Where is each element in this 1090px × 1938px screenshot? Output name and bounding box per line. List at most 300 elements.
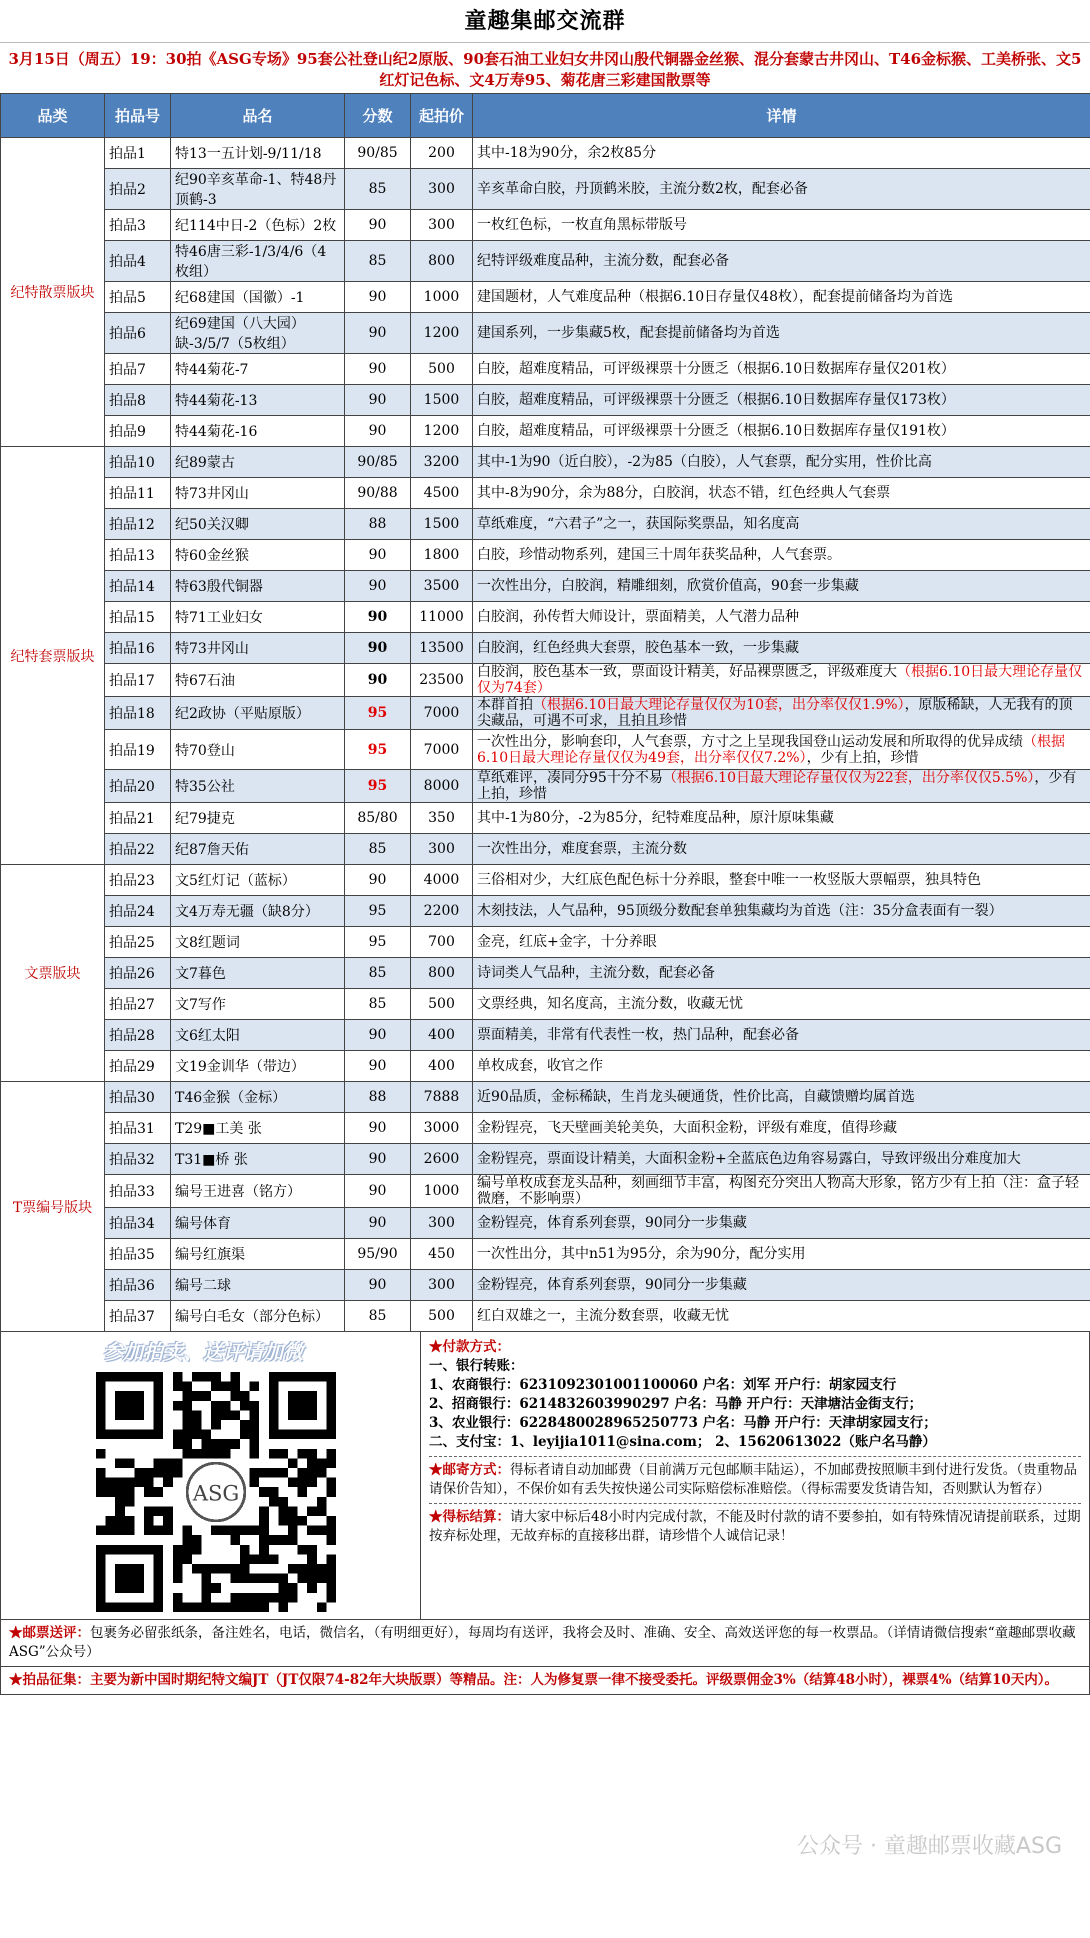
lot-detail <box>473 602 1090 633</box>
lot-name: 纪114中日-2（色标）2枚 <box>171 210 345 241</box>
shipping-title: ★邮寄方式： <box>429 1462 510 1478</box>
header-name: 品名 <box>171 94 345 138</box>
lot-score: 85 <box>345 169 411 210</box>
lot-score: 95 <box>345 697 411 730</box>
detail-text: 一枚红色标，一枚直角黑标带版号 <box>477 217 687 233</box>
lot-detail <box>473 803 1090 834</box>
lot-detail <box>473 385 1090 416</box>
table-row <box>1 896 1090 927</box>
lot-detail <box>473 834 1090 865</box>
lot-name: 编号二球 <box>171 1270 345 1301</box>
solicit-info <box>0 1667 1090 1695</box>
lot-name: T31■桥 张 <box>171 1144 345 1175</box>
table-row <box>1 1051 1090 1082</box>
lot-number: 拍品30 <box>105 1082 171 1113</box>
lot-start-price: 450 <box>411 1239 473 1270</box>
table-row <box>1 697 1090 730</box>
lot-start-price: 300 <box>411 210 473 241</box>
table-row <box>1 313 1090 354</box>
header-category: 品类 <box>1 94 105 138</box>
lot-name: 特73井冈山 <box>171 478 345 509</box>
lot-start-price: 1500 <box>411 385 473 416</box>
lot-number: 拍品33 <box>105 1175 171 1208</box>
payment-title: ★付款方式： <box>429 1339 510 1355</box>
lot-score: 85 <box>345 958 411 989</box>
detail-text: 金亮，红底+金字，十分养眼 <box>477 934 657 950</box>
lot-number: 拍品19 <box>105 730 171 770</box>
solicit-text: 主要为新中国时期纪特文编JT（JT仅限74-82年大块版票）等精品。注：人为修复票一律不接受委托。评级票佣金3%（结算48小时），裸票4%（结算10天内）。 <box>90 1672 1059 1688</box>
lot-name: 特44菊花-16 <box>171 416 345 447</box>
lot-number: 拍品16 <box>105 633 171 664</box>
lot-number: 拍品10 <box>105 447 171 478</box>
grading-info <box>0 1620 1090 1667</box>
lot-score: 90 <box>345 1020 411 1051</box>
lot-number: 拍品29 <box>105 1051 171 1082</box>
detail-text: 草纸难评，凑同分95十分不易 <box>477 770 663 786</box>
lot-detail <box>473 958 1090 989</box>
lot-name: 编号红旗渠 <box>171 1239 345 1270</box>
lot-number: 拍品9 <box>105 416 171 447</box>
lot-detail <box>473 1051 1090 1082</box>
lot-name: 特71工业妇女 <box>171 602 345 633</box>
detail-text: 辛亥革命白胶，丹顶鹤米胶，主流分数2枚，配套必备 <box>477 181 808 197</box>
lot-score: 90 <box>345 1051 411 1082</box>
lot-detail <box>473 416 1090 447</box>
lot-detail <box>473 447 1090 478</box>
detail-text: 其中-1为80分，-2为85分，纪特难度品种，原汁原味集藏 <box>477 810 834 826</box>
detail-tail: ，少有上拍，珍惜 <box>806 749 919 766</box>
lot-score: 90 <box>345 1175 411 1208</box>
lot-number: 拍品23 <box>105 865 171 896</box>
lot-detail <box>473 989 1090 1020</box>
lot-detail <box>473 571 1090 602</box>
lot-start-price: 3000 <box>411 1113 473 1144</box>
lot-detail <box>473 1270 1090 1301</box>
lot-start-price: 300 <box>411 1208 473 1239</box>
lot-score: 90/88 <box>345 478 411 509</box>
lot-start-price: 1500 <box>411 509 473 540</box>
table-row <box>1 1020 1090 1051</box>
lot-number: 拍品11 <box>105 478 171 509</box>
table-row <box>1 241 1090 282</box>
lot-score: 95 <box>345 770 411 803</box>
lot-detail <box>473 1113 1090 1144</box>
lot-start-price: 800 <box>411 241 473 282</box>
lot-score: 95 <box>345 730 411 770</box>
lot-number: 拍品2 <box>105 169 171 210</box>
grading-text: 包裹务必留张纸条，备注姓名，电话，微信名，（有明细更好），每周均有送评，我将会及时、准确、安全、高效送评您的每一枚票品。（详情请微信搜索“童趣邮票收藏ASG”公众号） <box>9 1625 1076 1660</box>
svg-text:ASG: ASG <box>192 1480 240 1506</box>
category-cell: 纪特套票版块 <box>1 447 105 865</box>
lot-start-price: 350 <box>411 803 473 834</box>
lot-start-price: 8000 <box>411 770 473 803</box>
detail-text: 一次性出分，白胶润，精雕细刻，欣赏价值高，90套一步集藏 <box>477 578 859 594</box>
lot-name: T29■工美 张 <box>171 1113 345 1144</box>
lot-start-price: 13500 <box>411 633 473 664</box>
lot-start-price: 300 <box>411 169 473 210</box>
bank-line-2: 2、招商银行：6214832603990297 户名：马静 开户行：天津塘沽金街支行； <box>429 1396 923 1412</box>
lot-number: 拍品4 <box>105 241 171 282</box>
lot-start-price: 7888 <box>411 1082 473 1113</box>
table-row <box>1 1175 1090 1208</box>
detail-text: 票面精美，非常有代表性一枚，热门品种，配套必备 <box>477 1027 799 1043</box>
lot-name: T46金猴（金标） <box>171 1082 345 1113</box>
lot-name: 文5红灯记（蓝标） <box>171 865 345 896</box>
table-row <box>1 633 1090 664</box>
lot-score: 90 <box>345 571 411 602</box>
lot-start-price: 1000 <box>411 282 473 313</box>
table-row <box>1 958 1090 989</box>
shipping-info <box>429 1461 1081 1499</box>
lot-start-price: 3200 <box>411 447 473 478</box>
lot-score: 90 <box>345 385 411 416</box>
category-cell: 纪特散票版块 <box>1 138 105 447</box>
lot-number: 拍品1 <box>105 138 171 169</box>
lot-score: 90 <box>345 282 411 313</box>
bank-title: 一、银行转账： <box>429 1358 524 1374</box>
lot-score: 90/85 <box>345 138 411 169</box>
detail-highlight: （根据6.10日最大理论存量仅仅为10套，出分率仅仅1.9%） <box>533 697 905 713</box>
lot-detail <box>473 313 1090 354</box>
detail-text: 金粉锃亮，票面设计精美，大面积金粉+全蓝底色边角容易露白，导致评级出分难度加大 <box>477 1151 1021 1167</box>
lot-number: 拍品18 <box>105 697 171 730</box>
header-start-price: 起拍价 <box>411 94 473 138</box>
header-detail: 详情 <box>473 94 1090 138</box>
detail-text: 白胶，超难度精品，可评级裸票十分匮乏（根据6.10日数据库存量仅173枚） <box>477 392 955 408</box>
lot-name: 特44菊花-13 <box>171 385 345 416</box>
lot-detail <box>473 1144 1090 1175</box>
lot-detail <box>473 138 1090 169</box>
lot-detail <box>473 865 1090 896</box>
lot-score: 90 <box>345 602 411 633</box>
lot-score: 88 <box>345 509 411 540</box>
lot-score: 90 <box>345 1144 411 1175</box>
lot-number: 拍品37 <box>105 1301 171 1332</box>
lot-detail <box>473 1175 1090 1208</box>
table-row <box>1 210 1090 241</box>
lot-start-price: 1200 <box>411 416 473 447</box>
table-header-row <box>1 94 1090 138</box>
table-row <box>1 770 1090 803</box>
table-row <box>1 447 1090 478</box>
table-row <box>1 1144 1090 1175</box>
detail-text: 建国题材，人气难度品种（根据6.10日存量仅48枚），配套提前储备均为首选 <box>477 289 953 305</box>
table-row <box>1 540 1090 571</box>
lot-name: 纪2政协（平贴原版） <box>171 697 345 730</box>
lot-start-price: 2600 <box>411 1144 473 1175</box>
settlement-info <box>429 1508 1081 1546</box>
lot-score: 90 <box>345 865 411 896</box>
detail-text: 三俗相对少，大红底色配色标十分养眼，整套中唯一一枚竖版大票幅票，独具特色 <box>477 872 981 888</box>
lot-score: 90 <box>345 540 411 571</box>
header-score: 分数 <box>345 94 411 138</box>
lot-detail <box>473 927 1090 958</box>
shipping-text: 得标者请自动加邮费（目前满万元包邮顺丰陆运），不加邮费按照顺丰到付进行发货。（贵重物品请保价告知），不保价如有丢失按快递公司实际赔偿标准赔偿。（得标需要发货请告知，否则默认为暂存） <box>429 1462 1077 1497</box>
category-cell: T票编号版块 <box>1 1082 105 1332</box>
detail-text: 其中-18为90分，余2枚85分 <box>477 145 657 161</box>
lot-detail <box>473 509 1090 540</box>
lot-start-price: 500 <box>411 1301 473 1332</box>
lot-start-price: 300 <box>411 1270 473 1301</box>
lot-name: 特67石油 <box>171 664 345 697</box>
detail-text: 金粉锃亮，体育系列套票，90同分一步集藏 <box>477 1215 747 1231</box>
lot-number: 拍品7 <box>105 354 171 385</box>
lot-score: 85 <box>345 1301 411 1332</box>
lot-name: 编号白毛女（部分色标） <box>171 1301 345 1332</box>
lot-name: 特63殷代铜器 <box>171 571 345 602</box>
lot-score: 85/80 <box>345 803 411 834</box>
lot-start-price: 200 <box>411 138 473 169</box>
detail-text: 纪特评级难度品种，主流分数，配套必备 <box>477 253 729 269</box>
table-row <box>1 138 1090 169</box>
lot-score: 95 <box>345 927 411 958</box>
lot-detail <box>473 169 1090 210</box>
table-row <box>1 664 1090 697</box>
info-section <box>0 1332 1090 1620</box>
lot-name: 特60金丝猴 <box>171 540 345 571</box>
table-row <box>1 730 1090 770</box>
lot-number: 拍品28 <box>105 1020 171 1051</box>
lot-start-price: 300 <box>411 834 473 865</box>
lot-name: 特46唐三彩-1/3/4/6（4枚组） <box>171 241 345 282</box>
detail-text: 红白双雄之一，主流分数套票，收藏无忧 <box>477 1308 729 1324</box>
detail-text: 白胶润，红色经典大套票，胶色基本一致，一步集藏 <box>477 640 799 656</box>
lot-start-price: 2200 <box>411 896 473 927</box>
lot-detail <box>473 770 1090 803</box>
lot-name: 编号体育 <box>171 1208 345 1239</box>
lot-start-price: 1200 <box>411 313 473 354</box>
lot-number: 拍品31 <box>105 1113 171 1144</box>
solicit-title: ★拍品征集： <box>9 1672 90 1688</box>
lot-name: 特70登山 <box>171 730 345 770</box>
lot-start-price: 1800 <box>411 540 473 571</box>
settlement-text: 请大家中标后48小时内完成付款，不能及时付款的请不要参拍，如有特殊情况请提前联系，过期按弃标处理，无故弃标的直接移出群，请珍惜个人诚信记录！ <box>429 1509 1081 1544</box>
table-row <box>1 803 1090 834</box>
lot-score: 90 <box>345 354 411 385</box>
detail-text: 文票经典，知名度高，主流分数，收藏无忧 <box>477 996 743 1012</box>
lot-number: 拍品6 <box>105 313 171 354</box>
lot-start-price: 23500 <box>411 664 473 697</box>
lot-detail <box>473 664 1090 697</box>
lot-start-price: 11000 <box>411 602 473 633</box>
table-row <box>1 1270 1090 1301</box>
detail-text: 草纸难度，“六君子”之一，获国际奖票品，知名度高 <box>477 516 800 532</box>
detail-text: 其中-1为90（近白胶），-2为85（白胶），人气套票，配分实用，性价比高 <box>477 454 932 470</box>
lot-detail <box>473 241 1090 282</box>
lot-number: 拍品24 <box>105 896 171 927</box>
lot-start-price: 4500 <box>411 478 473 509</box>
payment-panel <box>421 1332 1089 1619</box>
table-row <box>1 834 1090 865</box>
lot-score: 85 <box>345 241 411 282</box>
lot-number: 拍品3 <box>105 210 171 241</box>
table-row <box>1 354 1090 385</box>
alipay-line: 二、支付宝：1、leyijia1011@sina.com； 2、15620613022（账户名马静） <box>429 1434 936 1450</box>
table-row <box>1 865 1090 896</box>
table-row <box>1 1208 1090 1239</box>
qr-banner: 参加拍卖、送评请加微 <box>103 1340 303 1364</box>
table-row <box>1 1113 1090 1144</box>
lot-number: 拍品21 <box>105 803 171 834</box>
watermark: 公众号 · 童趣邮票收藏ASG <box>796 1834 1062 1859</box>
detail-text: 白胶润，胶色基本一致，票面设计精美，好品裸票匮乏，评级难度大 <box>477 664 897 680</box>
detail-text: 一次性出分，影响套印，人气套票，方寸之上呈现我国登山运动发展和所取得的优异成绩 <box>477 733 1023 750</box>
table-row <box>1 509 1090 540</box>
lot-number: 拍品22 <box>105 834 171 865</box>
detail-text: 本群首拍 <box>477 697 533 713</box>
lot-score: 85 <box>345 989 411 1020</box>
lot-start-price: 7000 <box>411 730 473 770</box>
lot-name: 纪89蒙古 <box>171 447 345 478</box>
lot-name: 编号王进喜（铭方） <box>171 1175 345 1208</box>
table-row <box>1 169 1090 210</box>
lot-name: 特44菊花-7 <box>171 354 345 385</box>
detail-text: 白胶润，孙传哲大师设计，票面精美，人气潜力品种 <box>477 609 799 625</box>
lot-start-price: 700 <box>411 927 473 958</box>
detail-text: 一次性出分，其中n51为95分，余为90分，配分实用 <box>477 1246 806 1262</box>
table-row <box>1 1301 1090 1332</box>
qr-code-icon <box>96 1372 336 1612</box>
lot-score: 90 <box>345 1113 411 1144</box>
lot-score: 85 <box>345 834 411 865</box>
bank-line-1: 1、农商银行：6231092301001100060 户名：刘军 开户行：胡家园支行 <box>429 1377 897 1393</box>
lot-score: 90 <box>345 210 411 241</box>
lot-score: 90/85 <box>345 447 411 478</box>
lot-score: 95 <box>345 896 411 927</box>
lot-start-price: 500 <box>411 354 473 385</box>
lot-start-price: 400 <box>411 1051 473 1082</box>
header-lot-no: 拍品号 <box>105 94 171 138</box>
lot-number: 拍品27 <box>105 989 171 1020</box>
bank-line-3: 3、农业银行：6228480028965250773 户名：马静 开户行：天津胡家园支行； <box>429 1415 937 1431</box>
lot-detail <box>473 1020 1090 1051</box>
lot-name: 纪90辛亥革命-1、特48丹顶鹤-3 <box>171 169 345 210</box>
lot-name: 文6红太阳 <box>171 1020 345 1051</box>
lot-score: 90 <box>345 633 411 664</box>
detail-highlight: （根据6.10日最大理论存量仅仅为49套，出分率仅仅7.2%） <box>477 733 1065 766</box>
lot-detail <box>473 633 1090 664</box>
lot-start-price: 4000 <box>411 865 473 896</box>
lot-name: 文7暮色 <box>171 958 345 989</box>
lot-detail <box>473 478 1090 509</box>
detail-text: 建国系列，一步集藏5枚，配套提前储备均为首选 <box>477 325 780 341</box>
lot-name: 文4万寿无疆（缺8分） <box>171 896 345 927</box>
detail-text: 一次性出分，难度套票，主流分数 <box>477 841 687 857</box>
settlement-title: ★得标结算： <box>429 1509 510 1525</box>
detail-text: 金粉锃亮，飞天壁画美轮美奂，大面积金粉，评级有难度，值得珍藏 <box>477 1120 897 1136</box>
detail-text: 诗词类人气品种，主流分数，配套必备 <box>477 965 715 981</box>
detail-highlight: （根据6.10日最大理论存量仅仅为74套） <box>477 664 1083 696</box>
table-row <box>1 927 1090 958</box>
detail-text: 金粉锃亮，体育系列套票，90同分一步集藏 <box>477 1277 747 1293</box>
lot-name: 特13一五计划-9/11/18 <box>171 138 345 169</box>
lot-number: 拍品32 <box>105 1144 171 1175</box>
lot-detail <box>473 697 1090 730</box>
lot-number: 拍品25 <box>105 927 171 958</box>
lot-score: 90 <box>345 1270 411 1301</box>
detail-text: 木刻技法，人气品种，95顶级分数配套单独集藏均为首选（注：35分盒表面有一裂） <box>477 903 1003 919</box>
table-row <box>1 385 1090 416</box>
lot-detail <box>473 1301 1090 1332</box>
detail-tail: ，原版稀缺，人无我有的顶尖藏品，可遇不可求，且拍且珍惜 <box>477 697 1073 729</box>
detail-text: 单枚成套，收官之作 <box>477 1058 603 1074</box>
lot-name: 纪87詹天佑 <box>171 834 345 865</box>
lot-detail <box>473 540 1090 571</box>
lot-score: 95/90 <box>345 1239 411 1270</box>
table-row <box>1 282 1090 313</box>
auction-table <box>0 93 1090 1332</box>
detail-highlight: （根据6.10日最大理论存量仅仅为22套，出分率仅仅5.5%） <box>662 770 1035 786</box>
detail-text: 编号单枚成套龙头品种，刻画细节丰富，构图充分突出人物高大形象，铭方少有上拍（注：盒子轻微磨，不影响票） <box>477 1175 1079 1207</box>
detail-text: 其中-8为90分，余为88分，白胶润，状态不错，红色经典人气套票 <box>477 485 891 501</box>
detail-text: 白胶，超难度精品，可评级裸票十分匮乏（根据6.10日数据库存量仅201枚） <box>477 361 955 377</box>
lot-name: 特35公社 <box>171 770 345 803</box>
lot-name: 特73井冈山 <box>171 633 345 664</box>
lot-name: 文7写作 <box>171 989 345 1020</box>
lot-start-price: 7000 <box>411 697 473 730</box>
lot-detail <box>473 1082 1090 1113</box>
lot-start-price: 400 <box>411 1020 473 1051</box>
lot-start-price: 3500 <box>411 571 473 602</box>
detail-tail: ，少有上拍，珍惜 <box>477 770 1077 802</box>
page-title: 童趣集邮交流群 <box>0 0 1090 43</box>
lot-number: 拍品20 <box>105 770 171 803</box>
lot-number: 拍品36 <box>105 1270 171 1301</box>
lot-detail <box>473 354 1090 385</box>
lot-number: 拍品13 <box>105 540 171 571</box>
lot-number: 拍品34 <box>105 1208 171 1239</box>
lot-name: 文8红题词 <box>171 927 345 958</box>
table-row <box>1 1082 1090 1113</box>
lot-name: 纪69建国（八大园）缺-3/5/7（5枚组） <box>171 313 345 354</box>
lot-detail <box>473 1208 1090 1239</box>
lot-number: 拍品17 <box>105 664 171 697</box>
auction-subtitle: 3月15日（周五）19：30拍《ASG专场》95套公社登山纪2原版、90套石油工业妇女井冈山殷代铜器金丝猴、混分套蒙古井冈山、T46金标猴、工美桥张、文5红灯记色标、文4万寿95、菊花唐三彩建国散票等 <box>8 50 1082 89</box>
table-row <box>1 602 1090 633</box>
lot-number: 拍品12 <box>105 509 171 540</box>
lot-detail <box>473 1239 1090 1270</box>
lot-detail <box>473 210 1090 241</box>
lot-number: 拍品15 <box>105 602 171 633</box>
lot-start-price: 800 <box>411 958 473 989</box>
lot-start-price: 1000 <box>411 1175 473 1208</box>
lot-score: 88 <box>345 1082 411 1113</box>
table-row <box>1 478 1090 509</box>
lot-start-price: 500 <box>411 989 473 1020</box>
lot-detail <box>473 896 1090 927</box>
lot-detail <box>473 282 1090 313</box>
lot-detail <box>473 730 1090 770</box>
table-row <box>1 416 1090 447</box>
detail-text: 白胶，珍惜动物系列，建国三十周年获奖品种，人气套票。 <box>477 547 841 563</box>
lot-score: 90 <box>345 664 411 697</box>
lot-name: 纪50关汉卿 <box>171 509 345 540</box>
lot-number: 拍品26 <box>105 958 171 989</box>
lot-number: 拍品35 <box>105 1239 171 1270</box>
category-cell: 文票版块 <box>1 865 105 1082</box>
lot-name: 纪79捷克 <box>171 803 345 834</box>
table-row <box>1 989 1090 1020</box>
detail-text: 白胶，超难度精品，可评级裸票十分匮乏（根据6.10日数据库存量仅191枚） <box>477 423 955 439</box>
grading-title: ★邮票送评： <box>9 1625 90 1641</box>
table-row <box>1 571 1090 602</box>
lot-score: 90 <box>345 313 411 354</box>
lot-name: 文19金训华（带边） <box>171 1051 345 1082</box>
lot-score: 90 <box>345 1208 411 1239</box>
lot-number: 拍品14 <box>105 571 171 602</box>
detail-text: 近90品质，金标稀缺，生肖龙头硬通货，性价比高，自藏馈赠均属首选 <box>477 1089 915 1105</box>
lot-name: 纪68建国（国徽）-1 <box>171 282 345 313</box>
